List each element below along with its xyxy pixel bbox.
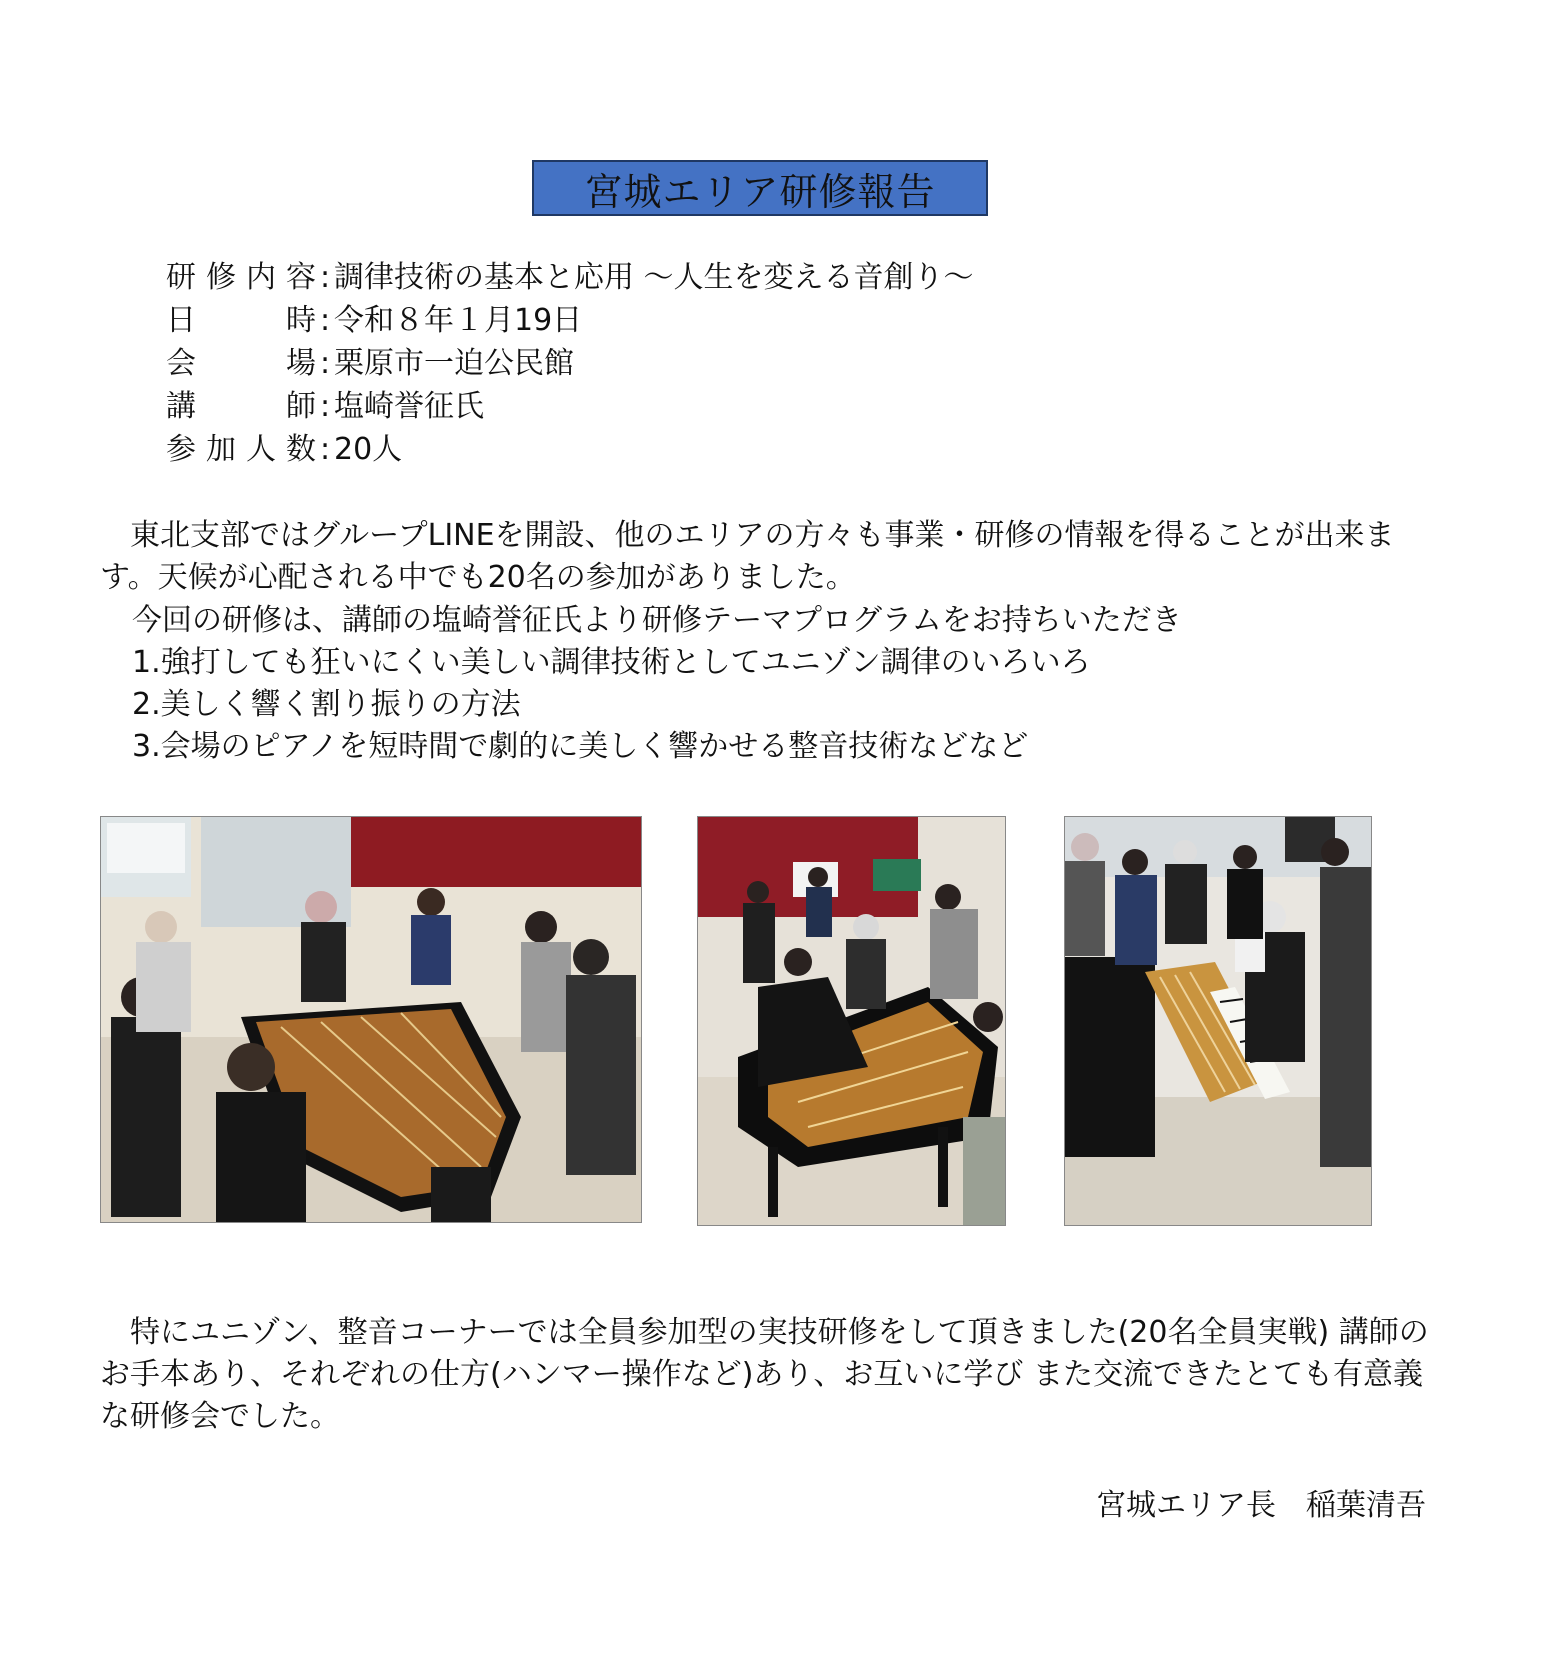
program-lead: 今回の研修は、講師の塩崎誉征氏より研修テーマプログラムをお持ちいただき: [132, 603, 1182, 638]
closing-paragraph: 特にユニゾン、整音コーナーでは全員参加型の実技研修をして頂きました(20名全員実戦) 講師のお手本あり、それぞれの仕方(ハンマー操作など)あり、お互いに学び また交流できたとても有意義な研修会でした。: [100, 1315, 1429, 1434]
info-separator: :: [319, 260, 331, 295]
info-value: 調律技術の基本と応用 ～人生を変える音創り～: [334, 260, 974, 295]
info-row-content: [166, 256, 974, 299]
signature-role: 宮城エリア長: [1096, 1488, 1276, 1523]
info-row-date: [166, 299, 974, 342]
photo-lecture: [100, 816, 642, 1223]
info-value: 塩崎誉征氏: [334, 389, 484, 424]
list-item: 2.美しく響く割り振りの方法: [132, 687, 521, 722]
signature-name: 稲葉清吾: [1306, 1488, 1426, 1523]
program-list: [132, 600, 1182, 768]
list-item: 3.会場のピアノを短時間で劇的に美しく響かせる整音技術などなど: [132, 729, 1029, 764]
info-separator: :: [319, 303, 331, 338]
info-value: 20人: [334, 432, 403, 467]
info-separator: :: [319, 432, 331, 467]
list-item: 1.強打しても狂いにくい美しい調律技術としてユニゾン調律のいろいろ: [132, 645, 1091, 680]
info-label: 日 時: [166, 303, 316, 338]
intro-paragraph: 東北支部ではグループLINEを開設、他のエリアの方々も事業・研修の情報を得ることが出来ます。天候が心配される中でも20名の参加がありました。: [100, 518, 1395, 595]
info-row-venue: [166, 342, 974, 385]
info-value: 栗原市一迫公民館: [334, 346, 574, 381]
training-info: [166, 256, 974, 471]
info-label: 研 修 内 容: [166, 260, 316, 295]
info-row-participants: [166, 428, 974, 471]
report-title-box: [532, 160, 988, 216]
info-label: 講 師: [166, 389, 316, 424]
report-title: 宮城エリア研修報告: [584, 169, 936, 214]
info-row-instructor: [166, 385, 974, 428]
photo-upright-piano-demo: [1064, 816, 1372, 1226]
info-label: 参 加 人 数: [166, 432, 316, 467]
info-separator: :: [319, 346, 331, 381]
info-label: 会 場: [166, 346, 316, 381]
info-value: 令和８年１月19日: [334, 303, 583, 338]
signature: [1096, 1480, 1426, 1524]
photo-grand-piano-session: [697, 816, 1006, 1226]
info-separator: :: [319, 389, 331, 424]
